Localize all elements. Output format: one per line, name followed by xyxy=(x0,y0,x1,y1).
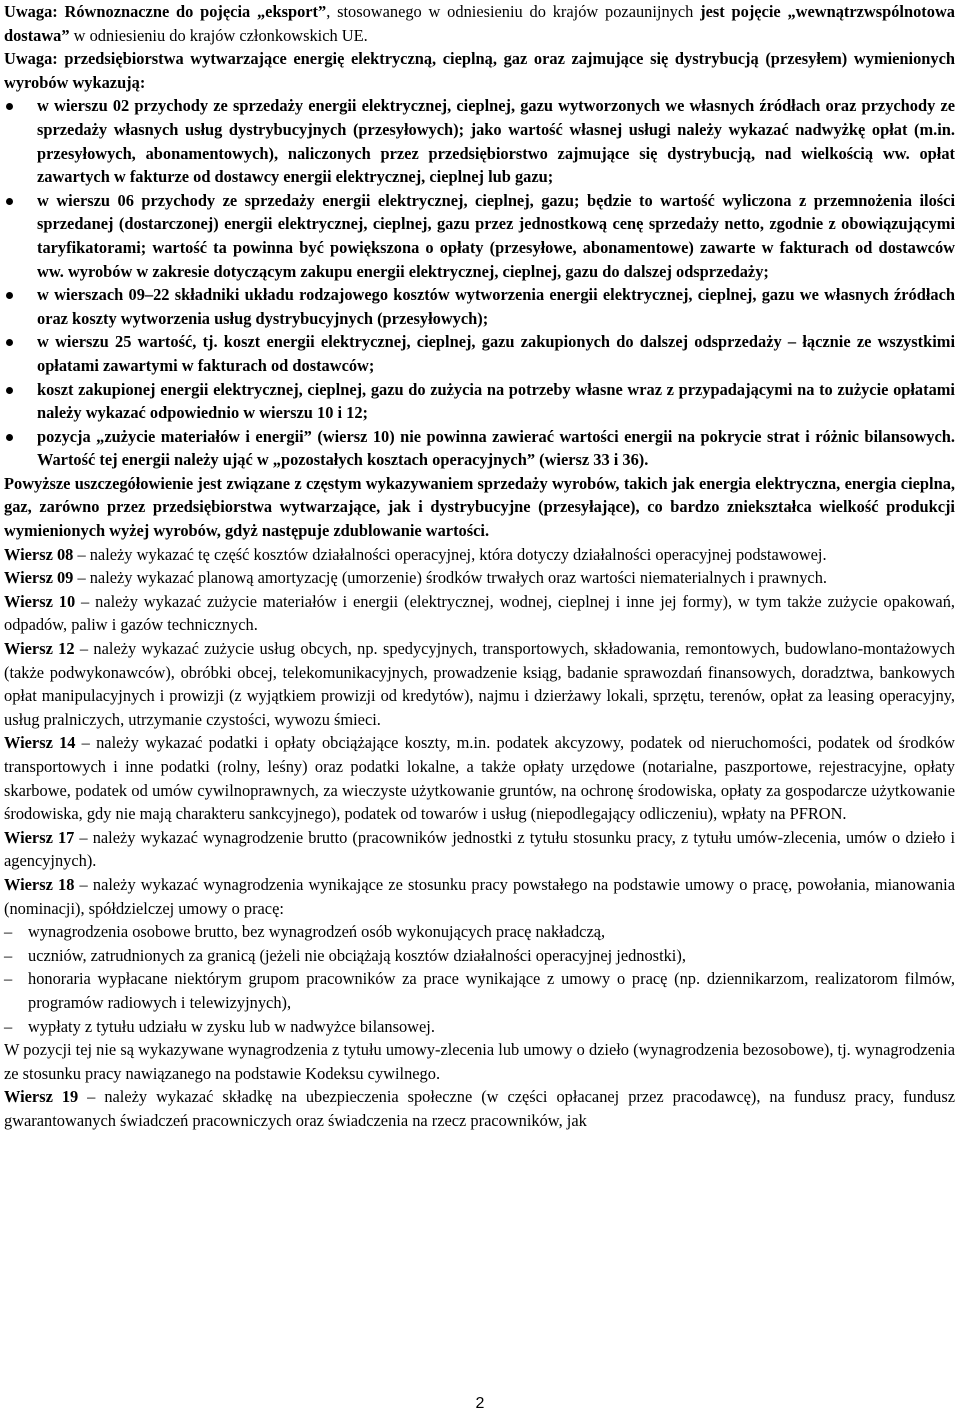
row-19-paragraph xyxy=(4,1085,955,1132)
bullet-item xyxy=(4,189,955,283)
row-label: Wiersz 17 xyxy=(4,827,75,847)
row-label: Wiersz 09 xyxy=(4,568,74,588)
energy-bullet-list xyxy=(4,94,955,472)
row-12-paragraph xyxy=(4,637,955,731)
row-text: – należy wykazać zużycie usług obcych, np. spedycyjnych, transportowych, składowania, remontowych, budowlano-montażowych (także podwykonawców), obróbki obcej, telekomunikacyjnych, prowadzenie ksiąg, badanie sprawozdań finansowych, doradztwa, bankowych opłat manipulacyjnych i prowizji (z wyjątkiem prowizji od kredytów), najmu i dzierżawy lokali, sprzętu, terenów, opłat za leasing operacyjny, usług pralniczych, utrzymanie czystości, wywozu śmieci. xyxy=(4,639,955,729)
bullet-text: w wierszu 06 przychody ze sprzedaży energii elektrycznej, cieplnej, gazu; będzie to wartość wyliczona z przemnożenia ilości sprzedanej (dostarczonej) energii elektrycznej, cieplnej, gazu przez jednostkową cenę sprzedaży netto, zgodnie z obowiązującymi taryfikatorami; wartość ta powinna być powiększona o opłaty (przesyłowe, abonamentowe) zawarte w fakturach od dostawców ww. wyrobów w zakresie dotyczącym zakupu energii elektrycznej, cieplnej, gazu do dalszej odsprzedaży; xyxy=(37,190,955,281)
row-label: Wiersz 12 xyxy=(4,639,75,659)
bullet-text: w wierszach 09–22 składniki układu rodzajowego kosztów wytworzenia energii elektrycznej, cieplnej, gazu we własnych źródłach oraz koszty wytworzenia usług dystrybucyjnych (przesyłowych); xyxy=(37,285,955,328)
bullet-text: pozycja „zużycie materiałów i energii” (wiersz 10) nie powinna zawierać wartości energii na pokrycie strat i różnic bilansowych. Wartość tej energii należy ująć w „pozostałych kosztach operacyjnych” (wiersz 33 i 36). xyxy=(37,426,955,470)
note-export-bold-a: Uwaga: Równoznaczne do pojęcia „eksport” xyxy=(4,2,327,21)
bullet-text: koszt zakupionej energii elektrycznej, cieplnej, gazu do zużycia na potrzeby własne wraz z przypadającymi na to zużycie opłatami należy wykazać odpowiednio w wierszu 10 i 12; xyxy=(37,379,955,423)
row-14-paragraph xyxy=(4,731,955,825)
bullet-item xyxy=(4,378,955,425)
row-text: – należy wykazać składkę na ubezpieczenia społeczne (w części opłacanej przez pracodawcę), na fundusz pracy, fundusz gwarantowanych świadczeń pracowniczych oraz świadczenia na rzecz pracowników, jak xyxy=(4,1087,955,1130)
row-label: Wiersz 14 xyxy=(4,733,76,753)
row-09-paragraph xyxy=(4,566,955,590)
row-08-paragraph xyxy=(4,543,955,567)
row-text: – należy wykazać wynagrodzenie brutto (pracowników jednostki z tytułu stosunku pracy, z tytułu umów-zlecenia, umów o dzieło i agencyjnych). xyxy=(4,827,956,871)
row-18-paragraph xyxy=(4,873,955,920)
dash-item: – wynagrodzenia osobowe brutto, bez wynagrodzeń osób wykonujących pracę nakładczą, xyxy=(4,920,955,944)
note-export-bold-c: jest pojęcie „wewnątrzwspólnotowa dostawa” xyxy=(4,2,955,45)
row-18-dash-list xyxy=(4,920,955,1038)
bullet-text: w wierszu 02 przychody ze sprzedaży energii elektrycznej, cieplnej, gazu wytworzonych we własnych źródłach oraz przychody ze sprzedaży własnych usług dystrybucyjnych (przesyłowych); jako wartość własnej usługi należy wykazać nadwyżkę opłat (m.in. przesyłowych, abonamentowych), naliczonych przez przedsiębiorstwo zajmujące się dystrybucją, nad wielkością ww. opłat zawartych w fakturze od dostawcy energii elektrycznej, cieplnej lub gazu; xyxy=(37,96,955,187)
bullet-item xyxy=(4,425,955,472)
note-export xyxy=(4,0,955,47)
note-export-text-b: , stosowanego w odniesieniu do krajów pozaunijnych xyxy=(326,2,701,21)
dash-item: – uczniów, zatrudnionych za granicą (jeżeli nie obciążają kosztów działalności operacyjnej jednostki), xyxy=(4,944,955,968)
row-17-paragraph xyxy=(4,826,955,873)
bullet-item xyxy=(4,283,955,330)
row-text: – należy wykazać wynagrodzenia wynikające ze stosunku pracy powstałego na podstawie umowy o pracę, powołania, mianowania (nominacji), spółdzielczej umowy o pracę: xyxy=(4,874,955,918)
dash-item: – wypłaty z tytułu udziału w zysku lub w nadwyżce bilansowej. xyxy=(4,1015,955,1039)
row-text: – należy wykazać tę część kosztów działalności operacyjnej, która dotyczy działalności operacyjnej podstawowej. xyxy=(73,544,827,564)
bullet-item xyxy=(4,94,955,188)
document-page xyxy=(4,0,955,1133)
row-18-exclusion-note: W pozycji tej nie są wykazywane wynagrodzenia z tytułu umowy-zlecenia lub umowy o dzieło (wynagrodzenia bezosobowe), tj. wynagrodzenia ze stosunku pracy nawiązanego na podstawie Kodeksu cywilnego. xyxy=(4,1040,955,1083)
row-10-paragraph xyxy=(4,590,955,637)
row-text: – należy wykazać planową amortyzację (umorzenie) środków trwałych oraz wartości niematerialnych i prawnych. xyxy=(73,568,827,588)
row-label: Wiersz 18 xyxy=(4,874,75,894)
row-label: Wiersz 10 xyxy=(4,591,76,611)
row-text: – należy wykazać zużycie materiałów i energii (elektrycznej, wodnej, cieplnej i inne jej formy), w tym także zużycie opakowań, odpadów, paliw i gazów technicznych. xyxy=(4,591,955,635)
row-label: Wiersz 19 xyxy=(4,1087,79,1107)
bullet-item xyxy=(4,330,955,377)
dash-item: – honoraria wypłacane niektórym grupom pracowników za prace wynikające z umowy o pracę (np. dziennikarzom, realizatorom filmów, programów radiowych i telewizyjnych), xyxy=(4,967,955,1014)
summary-paragraph: Powyższe uszczegółowienie jest związane z częstym wykazywaniem sprzedaży wyrobów, takich jak energia elektryczna, energia cieplna, gaz, zarówno przez przedsiębiorstwa wytwarzające, jak i dystrybucyjne (przesyłające), co bardzo zniekształca wielkość produkcji wymienionych wyżej wyrobów, gdyż następuje zdublowanie wartości. xyxy=(4,473,955,541)
row-text: – należy wykazać podatki i opłaty obciążające koszty, m.in. podatek akcyzowy, podatek od nieruchomości, podatek od środków transportowych i inne podatki (rolny, leśny) oraz podatki lokalne, a także opłaty urzędowe (notarialne, paszportowe, rejestracyjne, opłaty skarbowe, podatek od umów cywilnoprawnych, za wieczyste użytkowanie gruntów, na ochronę środowiska, opłaty za gospodarcze użytkowanie środowiska, gdy nie mają charakteru sankcyjnego), podatek od towarów i usług (niepodlegający odliczeniu), wpłaty na PFRON. xyxy=(4,733,956,824)
note-export-text-d: w odniesieniu do krajów członkowskich UE. xyxy=(69,25,368,45)
bullet-text: w wierszu 25 wartość, tj. koszt energii elektrycznej, cieplnej, gazu zakupionych do dalszej odsprzedaży – łącznie ze wszystkimi opłatami zawartymi w fakturach od dostawców; xyxy=(37,332,955,375)
row-label: Wiersz 08 xyxy=(4,544,74,564)
page-number: 2 xyxy=(475,1395,485,1412)
note-energy: Uwaga: przedsiębiorstwa wytwarzające energię elektryczną, cieplną, gaz oraz zajmujące się dystrybucją (przesyłem) wymienionych wyrobów wykazują: xyxy=(4,49,955,92)
